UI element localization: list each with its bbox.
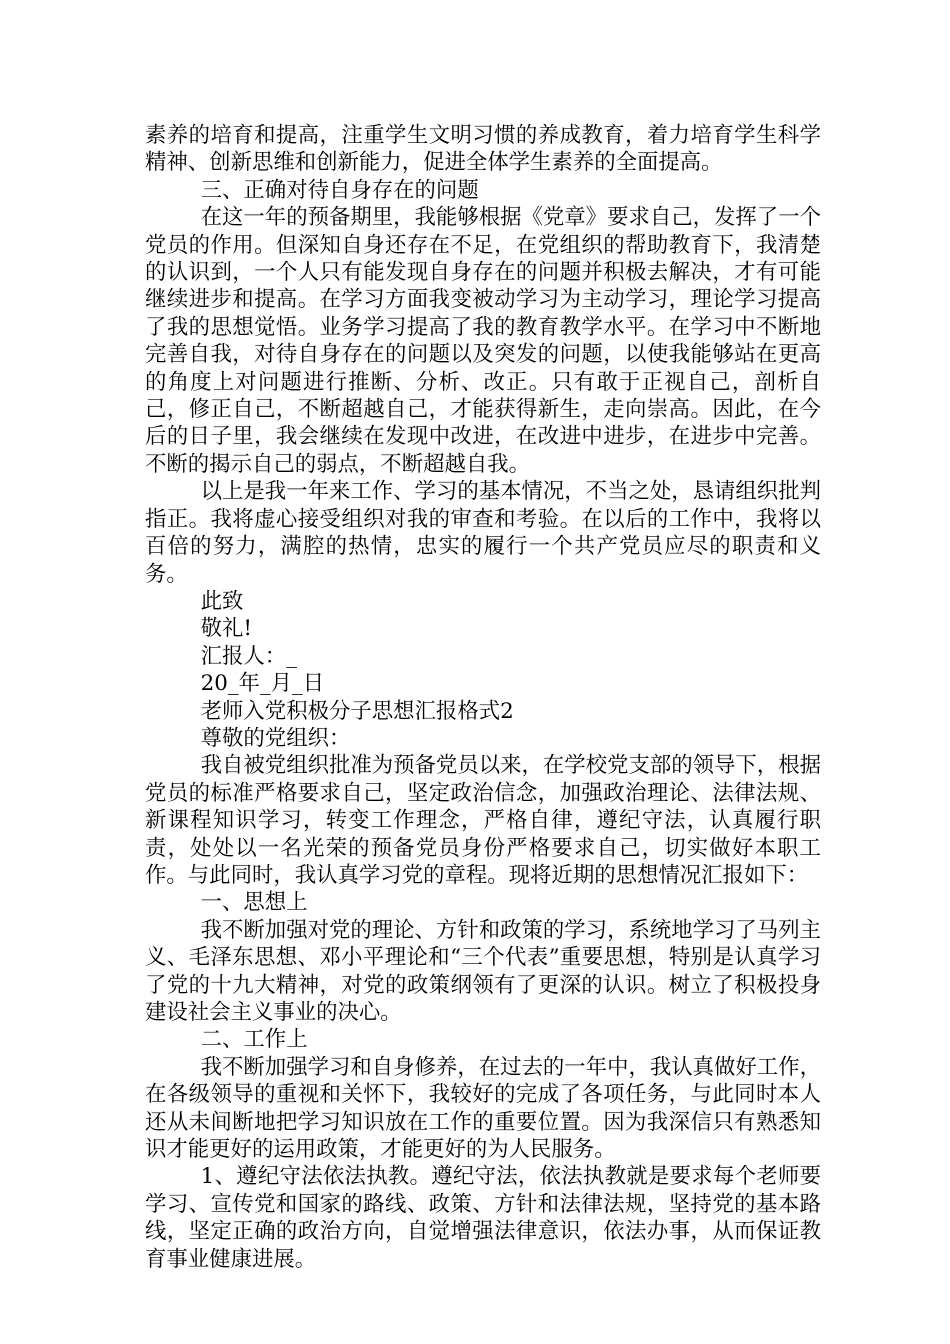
paragraph-body: 我自被党组织批准为预备党员以来，在学校党支部的领导下，根据党员的标准严格要求自己，坚定政治信念，加强政治理论、法律法规、新课程知识学习，转变工作理念，严格自律，遵纪守法，认真履行职责，处处以一名光荣的预备党员身份严格要求自己，切实做好本职工作。与此同时，我认真学习党的章程。现将近期的思想情况汇报如下：: [145, 753, 821, 888]
closing-salutation: 此致: [200, 588, 244, 614]
paragraph-body: 1、遵纪守法依法执教。遵纪守法，依法执教就是要求每个老师要学习、宣传党和国家的路线、政策、方针和法律法规，坚持党的基本路线，坚定正确的政治方向，自觉增强法律意识，依法办事，从而保证教育事业健康进展。: [145, 1164, 821, 1272]
paragraph-body: 我不断加强对党的理论、方针和政策的学习，系统地学习了马列主义、毛泽东思想、邓小平理论和“三个代表”重要思想，特别是认真学习了党的十九大精神，对党的政策纲领有了更深的认识。树立了积极投身建设社会主义事业的决心。: [145, 917, 821, 1025]
paragraph-body: 在这一年的预备期里，我能够根据《党章》要求自己，发挥了一个党员的作用。但深知自身还存在不足，在党组织的帮助教育下，我清楚的认识到，一个人只有能发现自身存在的问题并积极去解决，才有可能继续进步和提高。在学习方面我变被动学习为主动学习，理论学习提高了我的思想觉悟。业务学习提高了我的教育教学水平。在学习中不断地完善自我，对待自身存在的问题以及突发的问题，以使我能够站在更高的角度上对问题进行推断、分析、改正。只有敢于正视自己，剖析自己，修正自己，不断超越自己，才能获得新生，走向崇高。因此，在今后的日子里，我会继续在发现中改进，在改进中进步，在进步中完善。不断的揭示自己的弱点，不断超越自我。: [145, 205, 821, 477]
paragraph-continuation: 素养的培育和提高，注重学生文明习惯的养成教育，着力培育学生科学精神、创新思维和创新能力，促进全体学生素养的全面提高。: [145, 123, 821, 176]
paragraph-body: 我不断加强学习和自身修养，在过去的一年中，我认真做好工作，在各级领导的重视和关怀下，我较好的完成了各项任务，与此同时本人还从未间断地把学习知识放在工作的重要位置。因为我深信只有熟悉知识才能更好的运用政策，才能更好的为人民服务。: [145, 1054, 821, 1163]
section-heading-2: 二、工作上: [200, 1027, 308, 1053]
paragraph-body: 以上是我一年来工作、学习的基本情况，不当之处，恳请组织批判指正。我将虚心接受组织对我的审查和考验。在以后的工作中，我将以百倍的努力，满腔的热情，忠实的履行一个共产党员应尽的职责和义务。: [145, 479, 821, 587]
document-title-2: 老师入党积极分子思想汇报格式2: [200, 698, 514, 724]
reporter-line: 汇报人：_: [200, 643, 297, 669]
greeting-line: 尊敬的党组织：: [200, 725, 351, 751]
document-page: [145, 122, 821, 1273]
section-heading-1: 一、思想上: [200, 890, 308, 916]
date-line: 20_年_月_日: [200, 671, 325, 697]
section-heading-3: 三、正确对待自身存在的问题: [200, 177, 479, 203]
closing-regards: 敬礼!: [200, 616, 253, 642]
